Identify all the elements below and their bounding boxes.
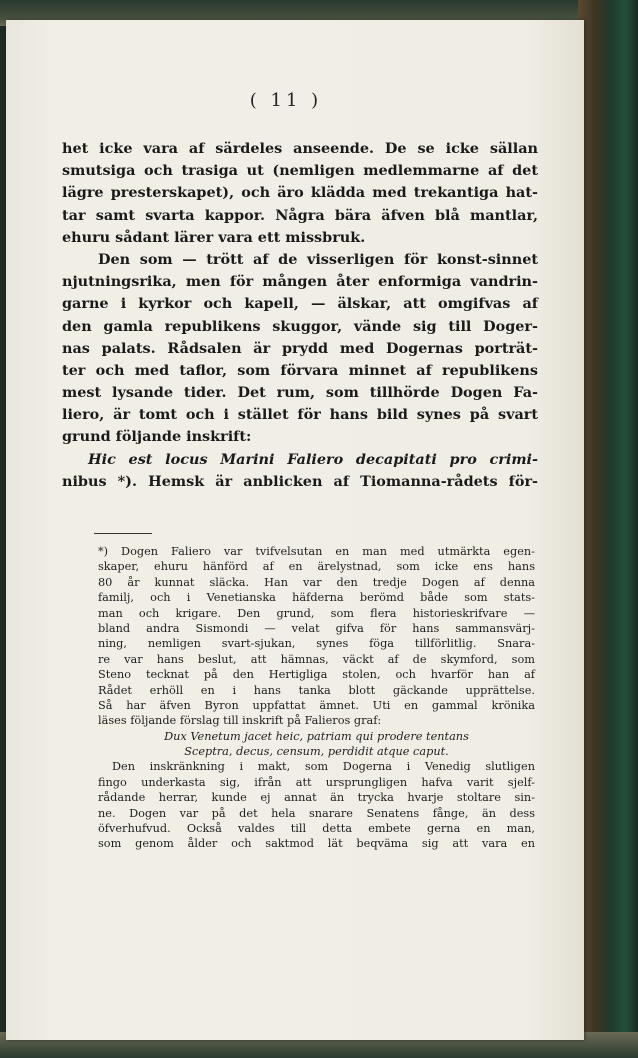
epitaph-line: Sceptra, decus, censum, perdidit atque caput.: [184, 745, 449, 759]
footnote-line: rådande herrar, kunde ej annat än trycka hvarje stoltare sin-: [98, 791, 535, 805]
body-line: njutningsrika, men för mången åter enformiga vandrin-: [62, 273, 538, 291]
body-line: nibus *). Hemsk är anblicken af Tiomanna-rådets för-: [62, 472, 538, 490]
body-text: [62, 138, 538, 493]
body-line: lägre presterskapet), och äro klädda med trekantiga hat-: [62, 184, 538, 202]
body-line: smutsiga och trasiga ut (nemligen medlemmarne af det: [62, 162, 538, 180]
book-page: [6, 20, 584, 1040]
footnote-line: ning, nemligen svart-sjukan, synes föga tillförlitlig. Snara-: [98, 637, 535, 651]
body-line: mest lysande tider. Det rum, som tillhörde Dogen Fa-: [62, 384, 538, 402]
page-number: ( 11 ): [249, 90, 323, 111]
epitaph-line: Dux Venetum jacet heic, patriam qui prodere tentans: [164, 729, 469, 743]
footnote-line: man och krigare. Den grund, som flera historieskrifvare —: [98, 606, 535, 620]
body-line: ehuru sådant lärer vara ett missbruk.: [62, 228, 366, 246]
footnote-line: Så har äfven Byron uppfattat ämnet. Uti en gammal krönika: [98, 698, 535, 712]
body-line: den gamla republikens skuggor, vände sig till Doger-: [62, 317, 538, 335]
body-line: garne i kyrkor och kapell, — älskar, att omgifvas af: [62, 295, 538, 313]
footnote-divider: [94, 533, 152, 534]
footnote: [98, 544, 535, 852]
footnote-line: ne. Dogen var på det hela snarare Senatens fånge, än dess: [98, 806, 535, 820]
body-line: nas palats. Rådsalen är prydd med Dogernas porträt-: [62, 339, 538, 357]
footnote-line: *) Dogen Faliero var tvifvelsutan en man med utmärkta egen-: [98, 545, 535, 558]
footnote-line: öfverhufvud. Också valdes till detta embete gerna en man,: [98, 822, 535, 836]
book-cover-right: [578, 0, 638, 1058]
body-line: het icke vara af särdeles anseende. De se icke sällan: [62, 140, 538, 157]
footnote-line: Steno tecknat på den Hertigliga stolen, och hvarför han af: [98, 668, 535, 682]
footnote-line: familj, och i Venetianska häfderna berömd både som stats-: [98, 591, 535, 605]
footnote-line: skaper, ehuru hänförd af en ärelystnad, som icke ens hans: [98, 560, 535, 574]
footnote-line: bland andra Sismondi — velat gifva för hans sammansvärj-: [98, 621, 535, 635]
inscription-line: Hic est locus Marini Faliero decapitati pro crimi-: [88, 450, 538, 468]
body-line: liero, är tomt och i stället för hans bild synes på svart: [62, 406, 538, 424]
footnote-line: Den inskränkning i makt, som Dogerna i Venedig slutligen: [112, 760, 535, 774]
footnote-line: läses följande förslag till inskrift på Falieros graf:: [98, 714, 382, 728]
body-line: tar samt svarta kappor. Några bära äfven blå mantlar,: [62, 206, 538, 224]
body-line: grund följande inskrift:: [62, 428, 252, 446]
body-line: Den som — trött af de visserligen för konst-sinnet: [98, 250, 538, 268]
body-line: ter och med taflor, som förvara minnet af republikens: [62, 361, 538, 379]
footnote-line: 80 år kunnat släcka. Han var den tredje Dogen af denna: [98, 575, 535, 589]
footnote-line: re var hans beslut, att hämnas, väckt af de skymford, som: [98, 652, 535, 666]
footnote-line: Rådet erhöll en i hans tanka blott gäckande upprättelse.: [98, 683, 535, 697]
footnote-line: som genom ålder och saktmod lät beqväma sig att vara en: [98, 837, 535, 851]
footnote-line: fingo underkasta sig, ifrån att ursprungligen hafva varit sjelf-: [98, 775, 535, 789]
